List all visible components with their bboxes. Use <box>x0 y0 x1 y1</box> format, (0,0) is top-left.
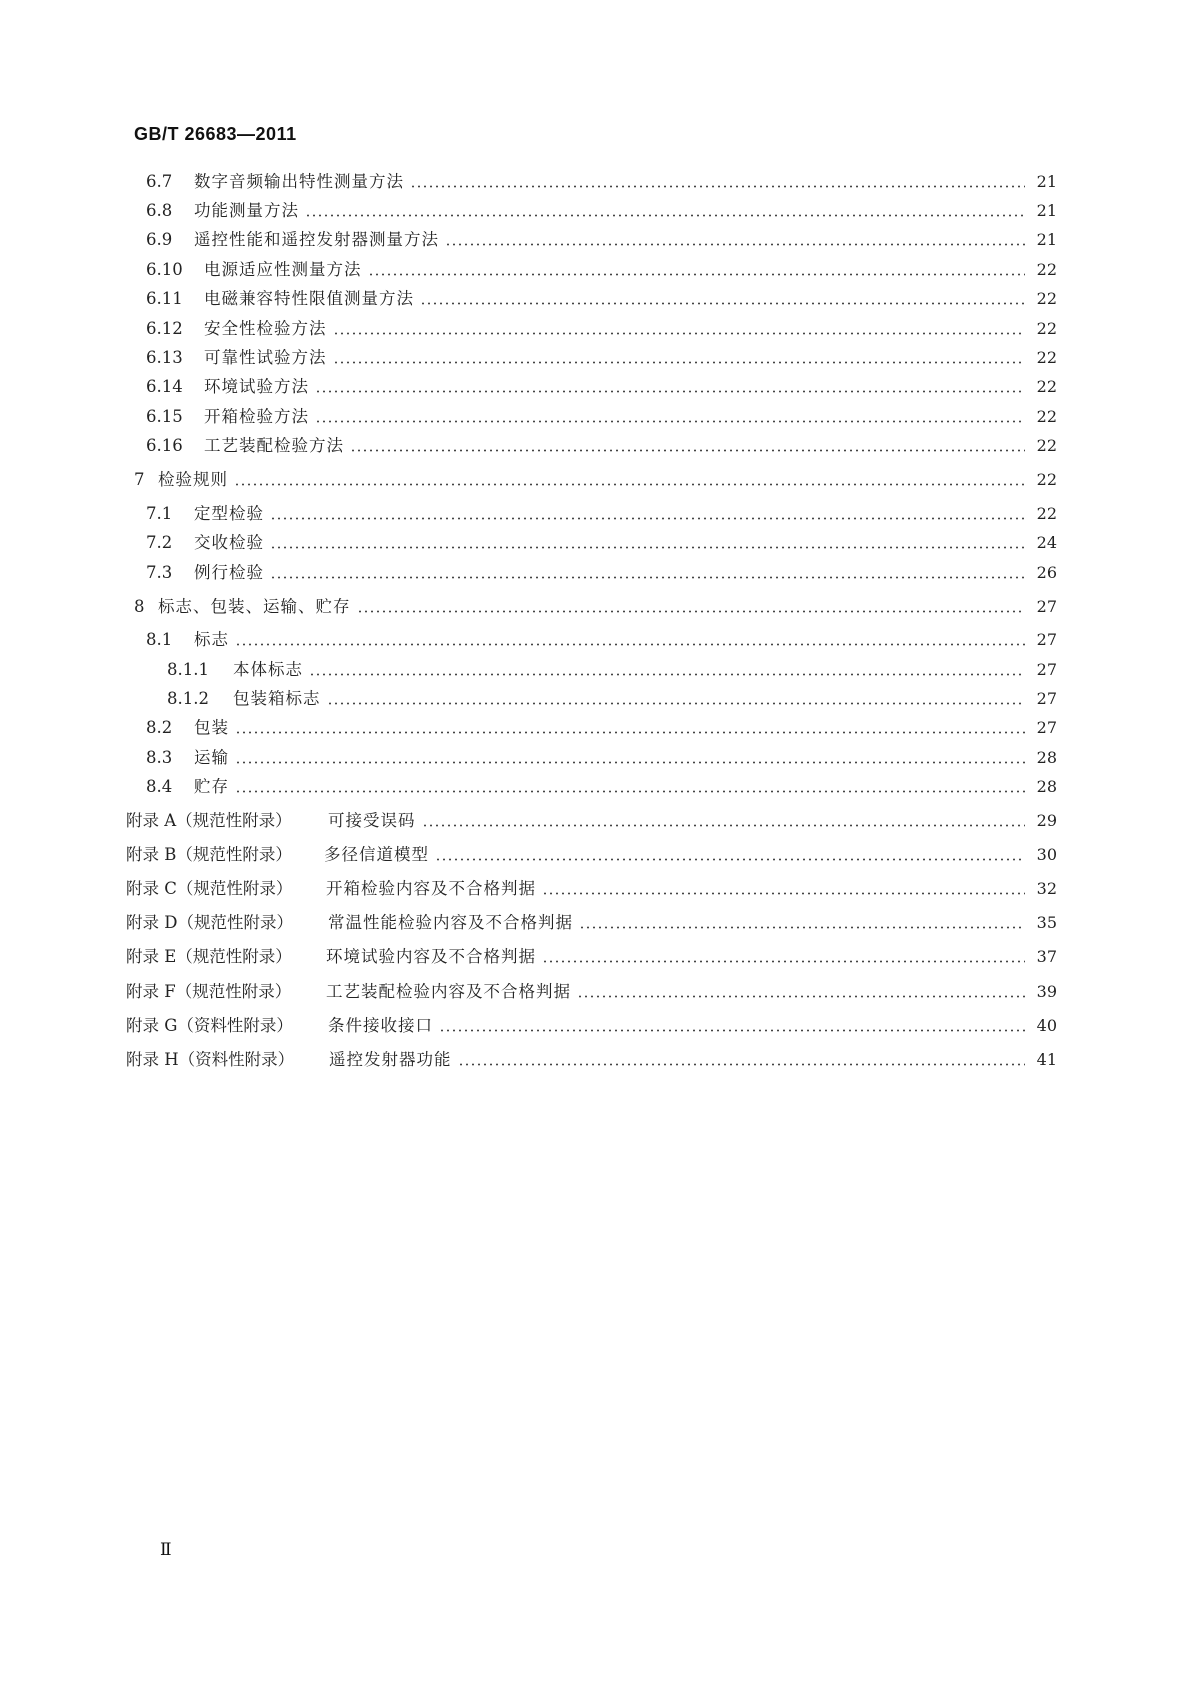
dot-leader <box>235 761 1025 764</box>
toc-entry-page: 40 <box>1036 1016 1057 1035</box>
toc-entry-page: 22 <box>1036 407 1057 426</box>
dot-leader <box>270 576 1025 579</box>
toc-entry-page: 22 <box>1036 289 1057 308</box>
toc-entry-page: 30 <box>1036 845 1057 864</box>
toc-entry-title: 环境试验内容及不合格判据 <box>326 947 536 966</box>
dot-leader <box>357 610 1026 613</box>
dot-leader <box>270 517 1025 520</box>
toc-entry[interactable] <box>146 627 1057 653</box>
toc-entry-annex-d[interactable] <box>126 910 1057 936</box>
toc-entry-title: 多径信道模型 <box>324 845 429 864</box>
toc-entry-title: 环境试验方法 <box>204 377 309 396</box>
dot-leader <box>315 420 1025 423</box>
toc-entry-number: 8.3 <box>146 748 173 767</box>
toc-entry[interactable] <box>146 198 1057 224</box>
toc-entry-title: 定型检验 <box>194 504 264 523</box>
toc-entry-number: 8.1.2 <box>167 689 209 708</box>
dot-leader <box>458 1063 1026 1066</box>
toc-entry-number: 6.11 <box>146 289 183 308</box>
toc-entry[interactable] <box>134 467 1057 493</box>
toc-entry-number: 附录 E（规范性附录） <box>126 947 292 966</box>
dot-leader <box>420 302 1025 305</box>
toc-entry[interactable] <box>167 686 1057 712</box>
toc-entry-page: 22 <box>1036 348 1057 367</box>
dot-leader <box>579 926 1025 929</box>
dot-leader <box>305 214 1025 217</box>
toc-entry-page: 27 <box>1036 630 1057 649</box>
toc-entry-title: 交收检验 <box>194 533 264 552</box>
toc-entry-annex-a[interactable] <box>126 808 1057 834</box>
toc-entry[interactable] <box>146 316 1057 342</box>
toc-entry-title: 可接受误码 <box>328 811 416 830</box>
toc-entry-title: 电源适应性测量方法 <box>204 260 362 279</box>
dot-leader <box>445 243 1025 246</box>
toc-entry-number: 附录 B（规范性附录） <box>126 845 292 864</box>
toc-entry-page: 22 <box>1036 260 1057 279</box>
toc-entry[interactable] <box>146 774 1057 800</box>
toc-entry-number: 8.2 <box>146 718 173 737</box>
toc-entry-title: 贮存 <box>194 777 229 796</box>
toc-entry[interactable] <box>146 404 1057 430</box>
toc-entry-annex-b[interactable] <box>126 842 1057 868</box>
toc-entry-number: 8 <box>134 597 145 616</box>
toc-entry-title: 包装箱标志 <box>233 689 321 708</box>
toc-entry-page: 21 <box>1036 201 1057 220</box>
toc-entry[interactable] <box>146 257 1057 283</box>
toc-entry-page: 27 <box>1036 597 1057 616</box>
dot-leader <box>368 273 1026 276</box>
toc-entry-number: 7.1 <box>146 504 173 523</box>
toc-entry-number: 7.2 <box>146 533 173 552</box>
toc-entry-title: 标志 <box>194 630 229 649</box>
toc-entry-page: 22 <box>1036 377 1057 396</box>
toc-entry-title: 遥控性能和遥控发射器测量方法 <box>194 230 439 249</box>
toc-entry[interactable] <box>146 530 1057 556</box>
dot-leader <box>542 960 1025 963</box>
dot-leader <box>577 995 1025 998</box>
toc-entry-number: 7.3 <box>146 563 173 582</box>
dot-leader <box>333 361 1026 364</box>
toc-entry-page: 41 <box>1036 1050 1057 1069</box>
standard-number-header: GB/T 26683—2011 <box>134 124 297 144</box>
toc-entry-title: 工艺装配检验方法 <box>204 436 344 455</box>
toc-entry-page: 21 <box>1036 230 1057 249</box>
toc-entry-annex-h[interactable] <box>126 1047 1057 1073</box>
dot-leader <box>235 643 1025 646</box>
dot-leader <box>270 546 1025 549</box>
toc-entry-number: 附录 H（资料性附录） <box>126 1050 295 1069</box>
toc-entry[interactable] <box>146 433 1057 459</box>
toc-entry-page: 27 <box>1036 660 1057 679</box>
dot-leader <box>439 1029 1025 1032</box>
toc-entry-title: 本体标志 <box>233 660 303 679</box>
toc-entry-title: 检验规则 <box>158 470 228 489</box>
toc-entry-page: 37 <box>1036 947 1057 966</box>
toc-entry-page: 29 <box>1036 811 1057 830</box>
toc-entry[interactable] <box>167 657 1057 683</box>
toc-entry[interactable] <box>146 286 1057 312</box>
toc-entry-title: 标志、包装、运输、贮存 <box>158 597 351 616</box>
toc-entry-title: 包装 <box>194 718 229 737</box>
toc-entry-page: 28 <box>1036 777 1057 796</box>
toc-entry-title: 电磁兼容特性限值测量方法 <box>204 289 414 308</box>
toc-entry-page: 22 <box>1036 470 1057 489</box>
toc-entry[interactable] <box>146 560 1057 586</box>
toc-entry-number: 附录 C（规范性附录） <box>126 879 293 898</box>
toc-entry-page: 35 <box>1036 913 1057 932</box>
toc-entry[interactable] <box>146 374 1057 400</box>
toc-entry-title: 开箱检验内容及不合格判据 <box>326 879 536 898</box>
dot-leader <box>410 185 1025 188</box>
toc-entry[interactable] <box>146 227 1057 253</box>
dot-leader <box>435 858 1025 861</box>
toc-entry-page: 27 <box>1036 689 1057 708</box>
toc-entry-annex-c[interactable] <box>126 876 1057 902</box>
toc-entry-title: 运输 <box>194 748 229 767</box>
toc-entry-page: 32 <box>1036 879 1057 898</box>
toc-entry-number: 附录 A（规范性附录） <box>126 811 292 830</box>
toc-entry[interactable] <box>146 345 1057 371</box>
toc-entry-page: 22 <box>1036 504 1057 523</box>
dot-leader <box>333 332 1026 335</box>
toc-entry-page: 39 <box>1036 982 1057 1001</box>
toc-entry-title: 数字音频输出特性测量方法 <box>194 172 404 191</box>
toc-entry-page: 27 <box>1036 718 1057 737</box>
dot-leader <box>235 731 1025 734</box>
toc-entry-number: 8.1.1 <box>167 660 209 679</box>
toc-entry-page: 26 <box>1036 563 1057 582</box>
toc-entry[interactable] <box>146 501 1057 527</box>
page-number-roman: Ⅱ <box>160 1540 172 1560</box>
toc-entry-title: 开箱检验方法 <box>204 407 309 426</box>
toc-entry-number: 6.14 <box>146 377 183 396</box>
toc-entry-number: 6.10 <box>146 260 183 279</box>
toc-entry-number: 6.8 <box>146 201 173 220</box>
toc-entry-number: 附录 F（规范性附录） <box>126 982 292 1001</box>
toc-entry-number: 6.16 <box>146 436 183 455</box>
toc-entry-number: 附录 D（规范性附录） <box>126 913 293 932</box>
dot-leader <box>315 390 1025 393</box>
toc-entry-title: 遥控发射器功能 <box>329 1050 452 1069</box>
toc-entry-number: 6.12 <box>146 319 183 338</box>
toc-entry-number: 8.1 <box>146 630 173 649</box>
toc-entry-number: 6.13 <box>146 348 183 367</box>
toc-entry[interactable] <box>146 715 1057 741</box>
dot-leader <box>234 483 1025 486</box>
toc-entry[interactable] <box>146 745 1057 771</box>
toc-entry-page: 28 <box>1036 748 1057 767</box>
toc-entry-annex-e[interactable] <box>126 944 1057 970</box>
toc-entry[interactable] <box>146 169 1057 195</box>
toc-entry-number: 6.15 <box>146 407 183 426</box>
toc-entry-annex-g[interactable] <box>126 1013 1057 1039</box>
toc-entry-number: 6.9 <box>146 230 173 249</box>
toc-entry-number: 6.7 <box>146 172 173 191</box>
toc-entry-number: 附录 G（资料性附录） <box>126 1016 293 1035</box>
toc-entry[interactable] <box>134 594 1057 620</box>
dot-leader <box>235 790 1025 793</box>
toc-entry-title: 条件接收接口 <box>328 1016 433 1035</box>
toc-entry-page: 22 <box>1036 436 1057 455</box>
dot-leader <box>327 702 1026 705</box>
dot-leader <box>542 892 1025 895</box>
toc-entry-title: 可靠性试验方法 <box>204 348 327 367</box>
dot-leader <box>422 824 1026 827</box>
dot-leader <box>309 673 1025 676</box>
toc-entry-title: 工艺装配检验内容及不合格判据 <box>326 982 571 1001</box>
toc-entry-title: 常温性能检验内容及不合格判据 <box>328 913 573 932</box>
toc-entry-title: 功能测量方法 <box>194 201 299 220</box>
toc-entry-title: 安全性检验方法 <box>204 319 327 338</box>
toc-entry-number: 7 <box>134 470 145 489</box>
toc-entry-page: 24 <box>1036 533 1057 552</box>
dot-leader <box>350 449 1025 452</box>
toc-entry-annex-f[interactable] <box>126 979 1057 1005</box>
toc-entry-page: 21 <box>1036 172 1057 191</box>
toc-entry-page: 22 <box>1036 319 1057 338</box>
toc-entry-number: 8.4 <box>146 777 173 796</box>
toc-entry-title: 例行检验 <box>194 563 264 582</box>
